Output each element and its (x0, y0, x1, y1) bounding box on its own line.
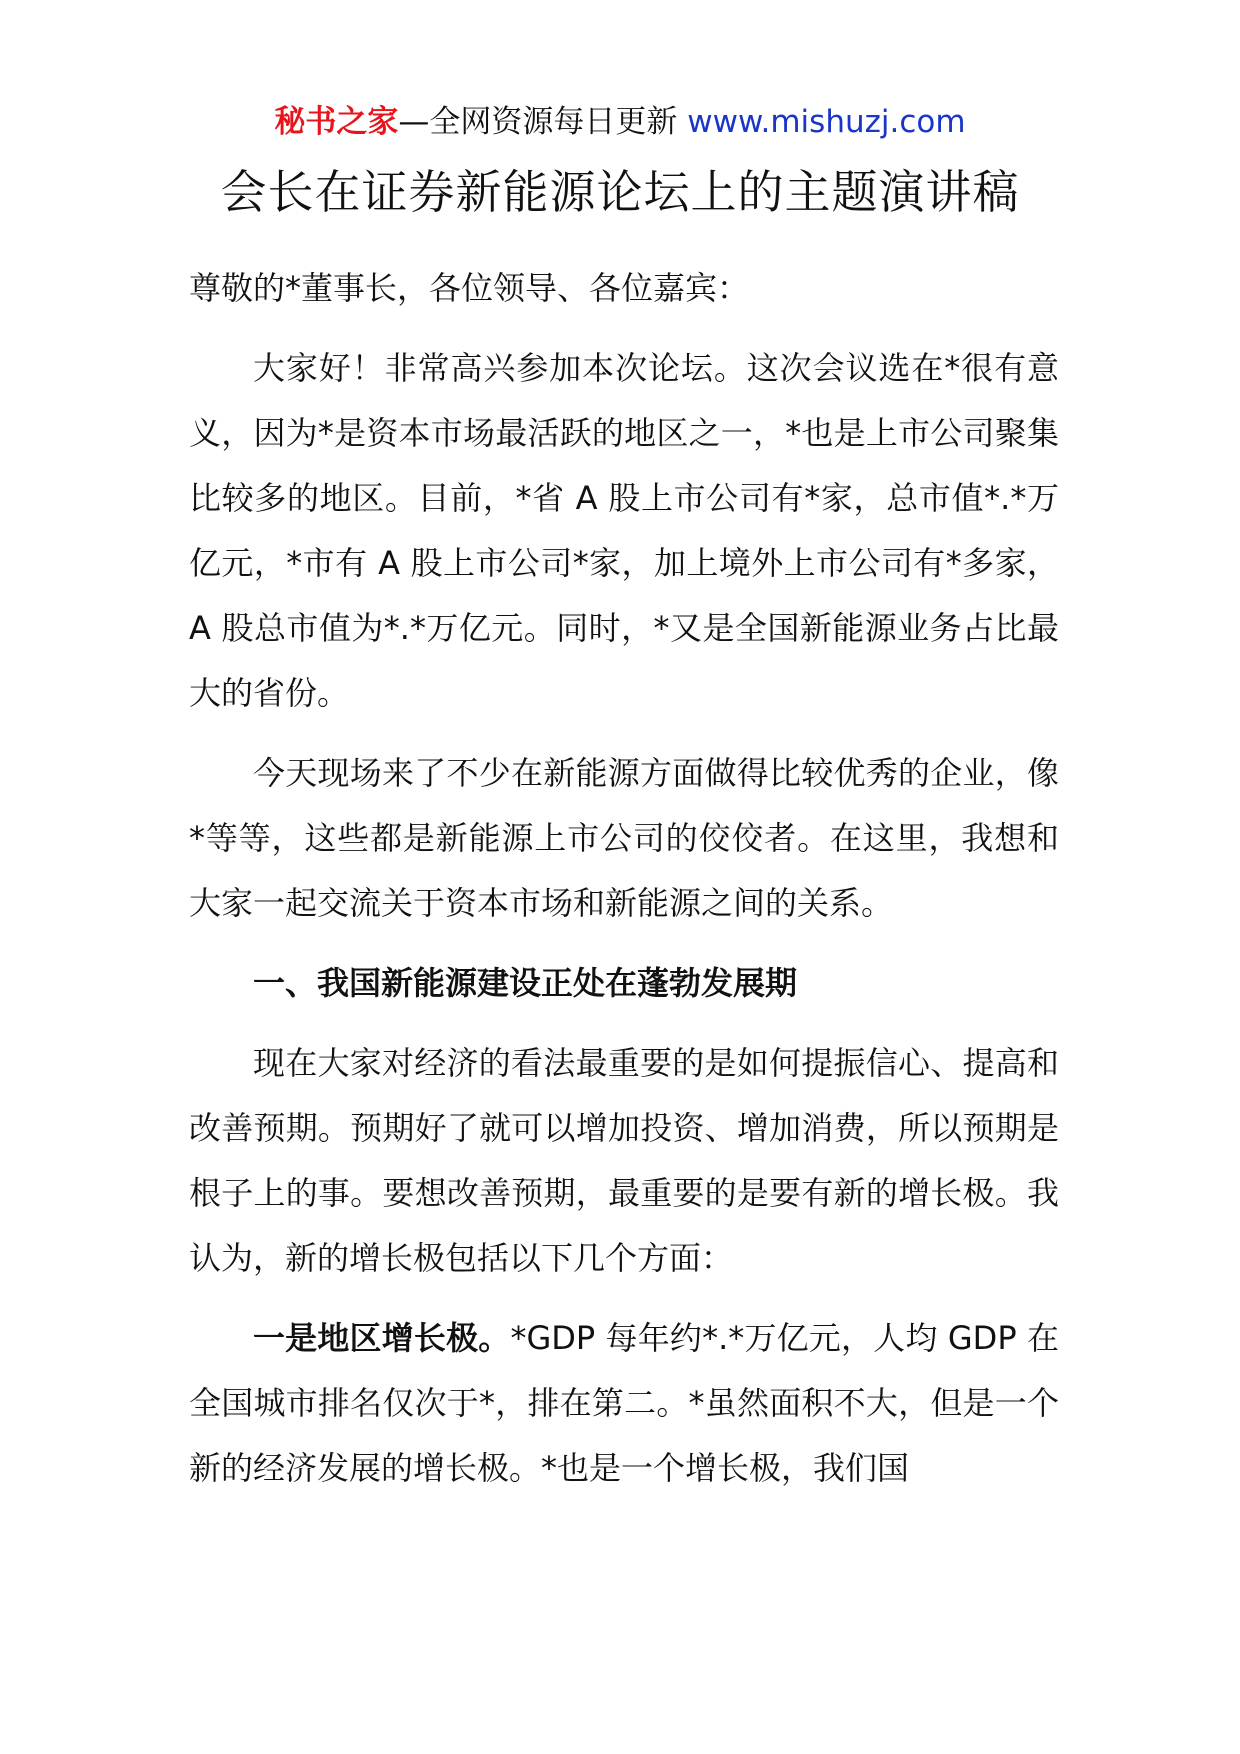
salutation: 尊敬的*董事长，各位领导、各位嘉宾： (189, 269, 750, 307)
paragraph-context: 今天现场来了不少在新能源方面做得比较优秀的企业，像*等等，这些都是新能源上市公司的佼佼者。在这里，我想和大家一起交流关于资本市场和新能源之间的关系。 (189, 754, 1059, 922)
section-heading-1: 一、我国新能源建设正处在蓬勃发展期 (253, 964, 798, 1002)
document-title: 会长在证券新能源论坛上的主题演讲稿 (220, 165, 1020, 219)
paragraph-regional-growth (189, 1306, 1059, 1501)
paragraph-growth-poles: 现在大家对经济的看法最重要的是如何提振信心、提高和改善预期。预期好了就可以增加投资、增加消费，所以预期是根子上的事。要想改善预期，最重要的是要有新的增长极。我认为，新的增长极包括以下几个方面： (189, 1044, 1059, 1277)
paragraph-intro: 大家好！非常高兴参加本次论坛。这次会议选在*很有意义，因为*是资本市场最活跃的地区之一，*也是上市公司聚集比较多的地区。目前，*省 A 股上市公司有*家，总市值*.*万亿元，*市有 A 股上市公司*家，加上境外上市公司有*多家，A 股总市值为*.*万亿元。同时，*又是全国新能源业务占比最大的省份。 (189, 349, 1059, 712)
paragraph-lead-bold: 一是地区增长极。 (253, 1319, 511, 1357)
site-slogan: —全网资源每日更新 (398, 104, 688, 140)
site-brand: 秘书之家 (274, 104, 399, 140)
site-url-link[interactable]: www.mishuzj.com (687, 104, 966, 140)
document-body (189, 256, 1059, 1501)
paragraph-rest: *GDP 每年约*.*万亿元，人均 GDP 在全国城市排名仅次于*，排在第二。*虽然面积不大，但是一个新的经济发展的增长极。*也是一个增长极，我们国 (189, 1319, 1059, 1487)
site-header (0, 100, 1240, 144)
